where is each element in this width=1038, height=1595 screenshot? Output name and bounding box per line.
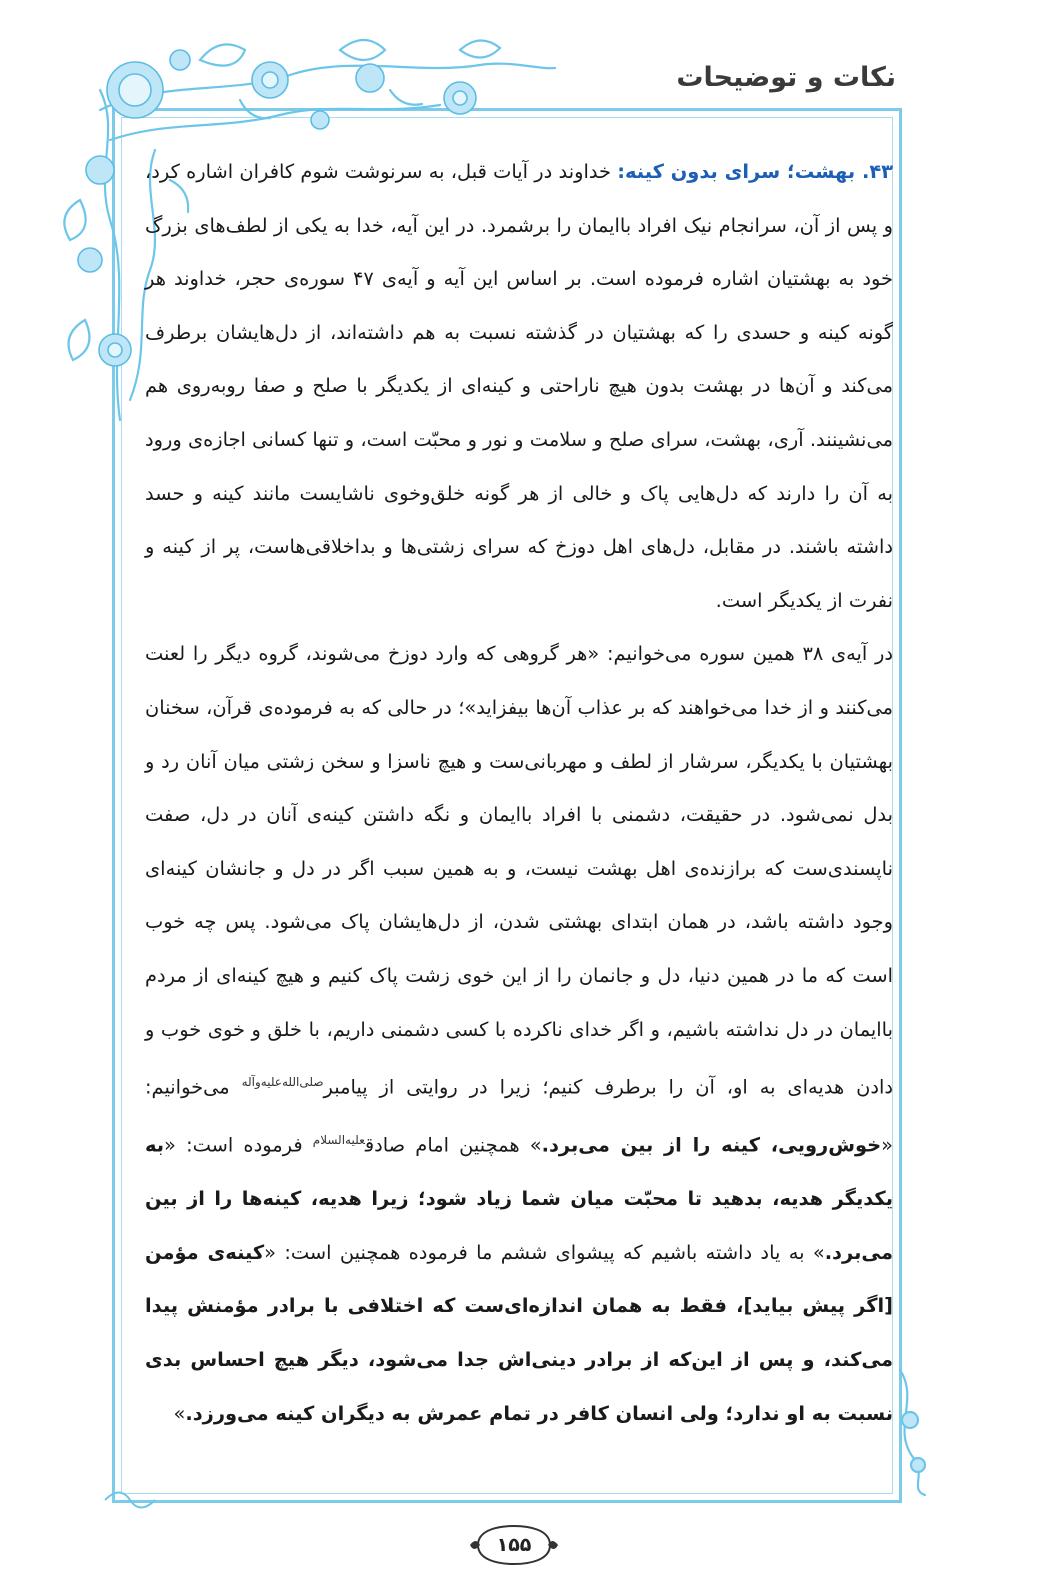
page-number: ۱۵۵ [496, 1534, 532, 1556]
paragraph-2-text-b: می‌خوانیم: « [145, 1075, 893, 1157]
paragraph-1-text: خداوند در آیات قبل، به سرنوشت شوم کافران اشاره کرد، و پس از آن، سرانجام نیک افراد باایمان را برشمرد. در این آیه، خدا به یکی از لطف‌های بزرگ خود به بهشتیان اشاره فرموده است. بر اساس این آیه و آیه‌ی ۴۷ سوره‌ی حجر، خداوند هر گونه کینه و حسدی را که بهشتیان در گذشته نسبت به هم داشته‌اند، از دل‌هایشان برطرف می‌کند و آن‌ها در بهشت بدون هیچ ناراحتی و کینه‌ای از یکدیگر با صلح و صفا روبه‌روی هم می‌نشینند. آری، بهشت، سرای صلح و سلامت و نور و محبّت است، و تنها کسانی اجازه‌ی ورود به آن را دارند که دل‌هایی پاک و خالی از هر گونه خلق‌وخوی ناشایست مانند کینه و حسد داشته باشند. در مقابل، دل‌های اهل دوزخ که سرای زشتی‌ها و بداخلاقی‌هاست، پر از کینه و نفرت از یکدیگر است. [145, 160, 893, 612]
quote-3: کینه‌ی مؤمن [اگر پیش بیاید]، فقط به همان اندازه‌ای‌ست که اختلافی با برادر مؤمنش پیدا می‌کند، و پس از این‌که از برادر دینی‌اش جدا می‌شود، دیگر هیچ احساس بدی نسبت به او ندارد؛ ولی انسان کافر در تمام عمرش به دیگران کینه می‌ورزد. [145, 1240, 893, 1425]
prophet-honorific: صلی‌الله‌علیه‌وآله [241, 1075, 324, 1090]
paragraph-2-text-f: » [173, 1401, 186, 1425]
main-text [145, 145, 893, 1440]
paragraph-2-text-d: فرموده است: « [164, 1133, 313, 1157]
quote-1: خوش‌رویی، کینه را از بین می‌برد. [541, 1133, 882, 1157]
page-number-badge [468, 1522, 560, 1568]
paragraph-2 [145, 627, 893, 1440]
quote-2: به یکدیگر هدیه، بدهید تا محبّت میان شما زیاد شود؛ زیرا هدیه، کینه‌ها را از بین می‌برد. [145, 1133, 893, 1264]
page-header-title: نکات و توضیحات [676, 62, 896, 93]
section-heading: بهشت؛ سرای بدون کینه: [617, 160, 856, 183]
paragraph-2-text-e: » به یاد داشته باشیم که پیشوای ششم ما فرموده همچنین است: « [264, 1240, 825, 1264]
paragraph-1 [145, 145, 893, 627]
section-number: ۴۳. [855, 160, 893, 183]
paragraph-2-text-c: » همچنین امام صادق [364, 1133, 542, 1157]
imam-honorific: علیه‌السلام [312, 1133, 365, 1148]
paragraph-2-text-a: در آیه‌ی ۳۸ همین سوره می‌خوانیم: «هر گروهی که وارد دوزخ می‌شوند، گروه دیگر را لعنت می‌کنند و از خدا می‌خواهند که بر عذاب آن‌ها بیفزاید»؛ در حالی که به فرموده‌ی قرآن، سخنان بهشتیان با یکدیگر، سرشار از لطف و مهربانی‌ست و هیچ ناسزا و سخن زشتی میان آنان رد و بدل نمی‌شود. در حقیقت، دشمنی با افراد باایمان و نگه داشتن کینه‌ی آنان در دل، صفت ناپسندی‌ست که برازنده‌ی اهل بهشت نیست، و به همین سبب اگر در دل و جانشان کینه‌ای وجود داشته باشد، در همان ابتدای بهشتی شدن، از دل‌هایشان پاک می‌شود. پس چه خوب است که ما در همین دنیا، دل و جانمان را از این خوی زشت پاک کنیم و هیچ کینه‌ای از مردم باایمان در دل نداشته باشیم، و اگر خدای ناکرده با کسی دشمنی داریم، با خلق و خوی خوب و دادن هدیه‌ای به او، آن را برطرف کنیم؛ زیرا در روایتی از پیامبر [145, 642, 893, 1099]
